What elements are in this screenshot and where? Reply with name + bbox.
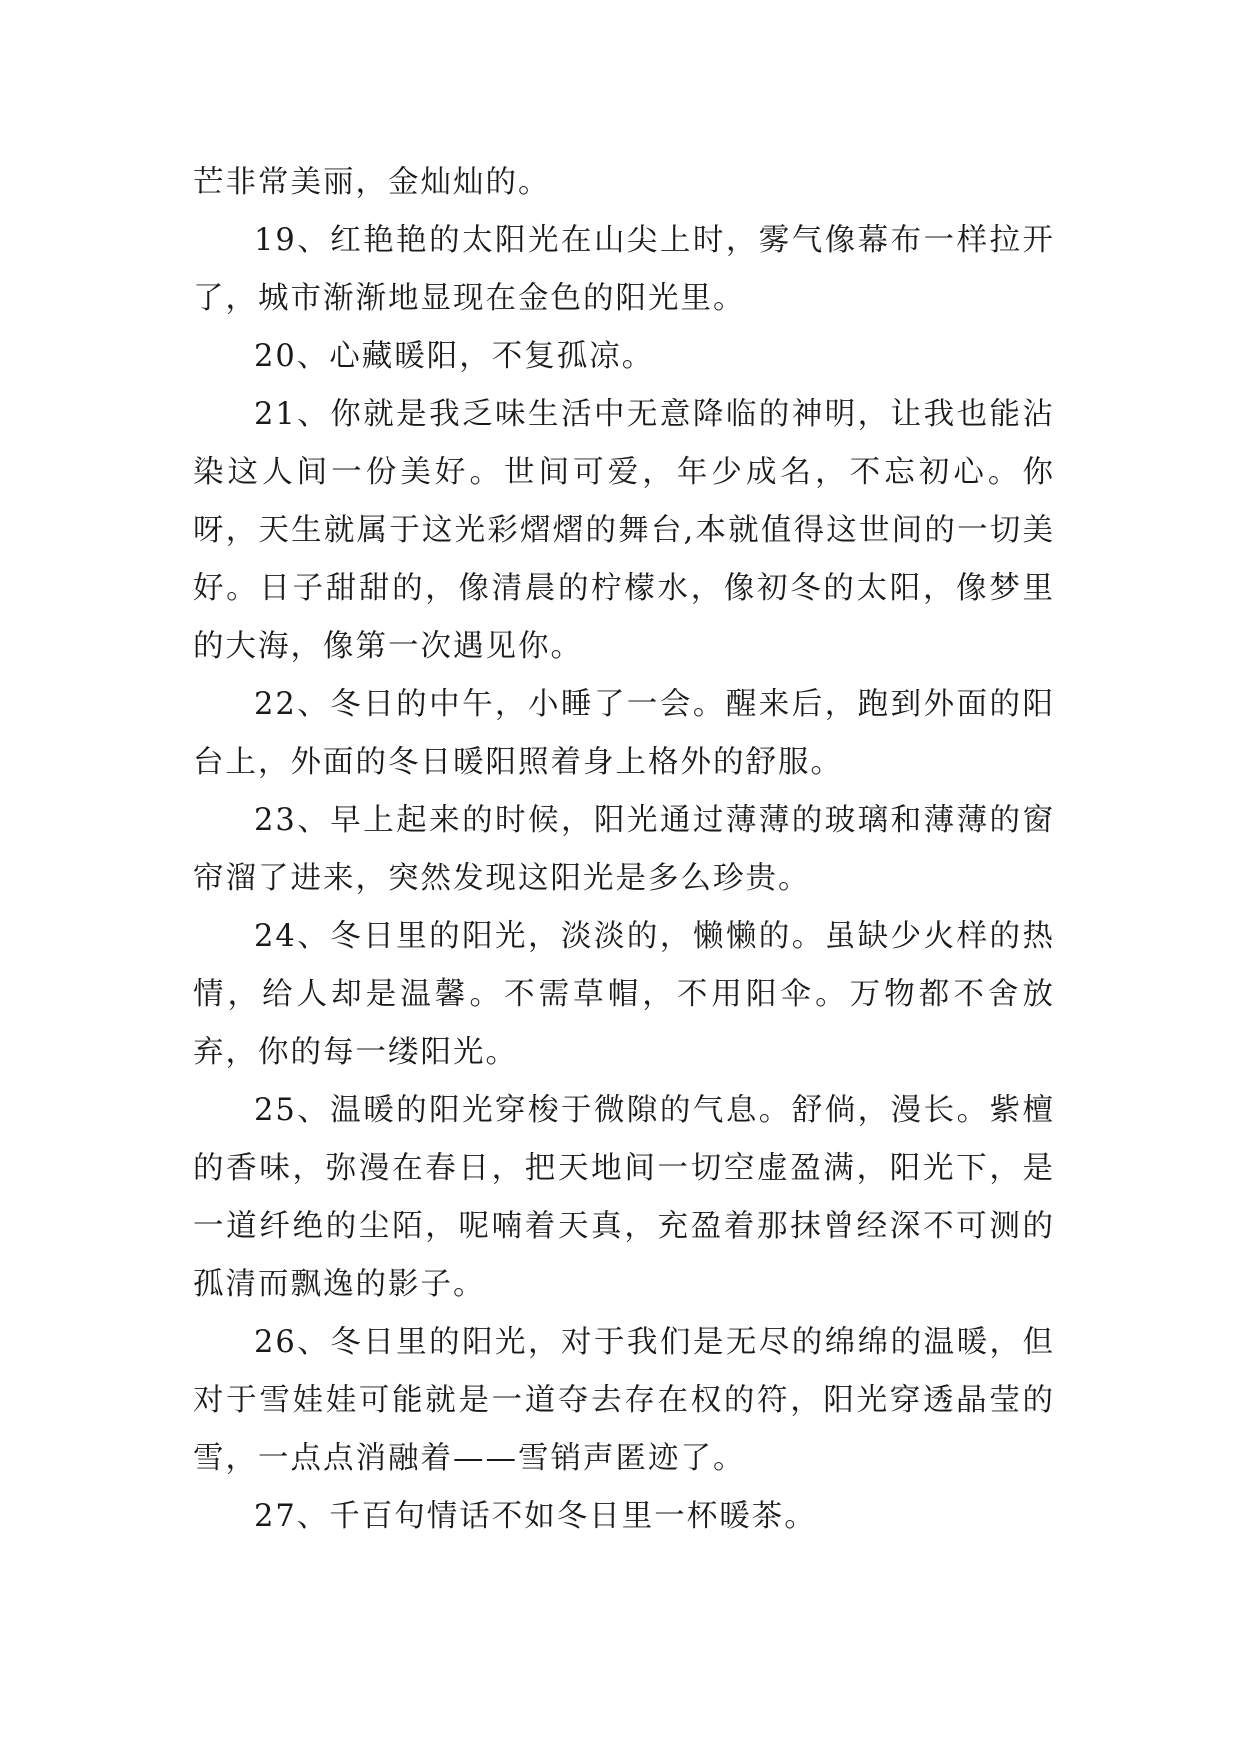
paragraph-25: 25、温暖的阳光穿梭于微隙的气息。舒倘，漫长。紫檀的香味，弥漫在春日，把天地间一切空虚盈满，阳光下，是一道纤绝的尘陌，呢喃着天真，充盈着那抹曾经深不可测的孤清而飘逸的影子。 — [193, 1093, 1055, 1302]
paragraph-20: 20、心藏暖阳，不复孤凉。 — [254, 339, 655, 374]
paragraph-26: 26、冬日里的阳光，对于我们是无尽的绵绵的温暖，但对于雪娃娃可能就是一道夺去存在权的符，阳光穿透晶莹的雪，一点点消融着——雪销声匿迹了。 — [193, 1325, 1055, 1476]
paragraph-27: 27、千百句情话不如冬日里一杯暖茶。 — [254, 1499, 817, 1534]
paragraph-continuation: 芒非常美丽，金灿灿的。 — [193, 165, 551, 200]
paragraph-24: 24、冬日里的阳光，淡淡的，懒懒的。虽缺少火样的热情，给人却是温馨。不需草帽，不用阳伞。万物都不舍放弃，你的每一缕阳光。 — [193, 919, 1055, 1070]
paragraph-22: 22、冬日的中午，小睡了一会。醒来后，跑到外面的阳台上，外面的冬日暖阳照着身上格外的舒服。 — [193, 687, 1055, 780]
document-body — [193, 154, 1055, 1546]
paragraph-21: 21、你就是我乏味生活中无意降临的神明，让我也能沾染这人间一份美好。世间可爱，年少成名，不忘初心。你呀，天生就属于这光彩熠熠的舞台,本就值得这世间的一切美好。日子甜甜的，像清晨的柠檬水，像初冬的太阳，像梦里的大海，像第一次遇见你。 — [193, 397, 1055, 664]
paragraph-19: 19、红艳艳的太阳光在山尖上时，雾气像幕布一样拉开了，城市渐渐地显现在金色的阳光里。 — [193, 223, 1055, 316]
paragraph-23: 23、早上起来的时候，阳光通过薄薄的玻璃和薄薄的窗帘溜了进来，突然发现这阳光是多么珍贵。 — [193, 803, 1055, 896]
